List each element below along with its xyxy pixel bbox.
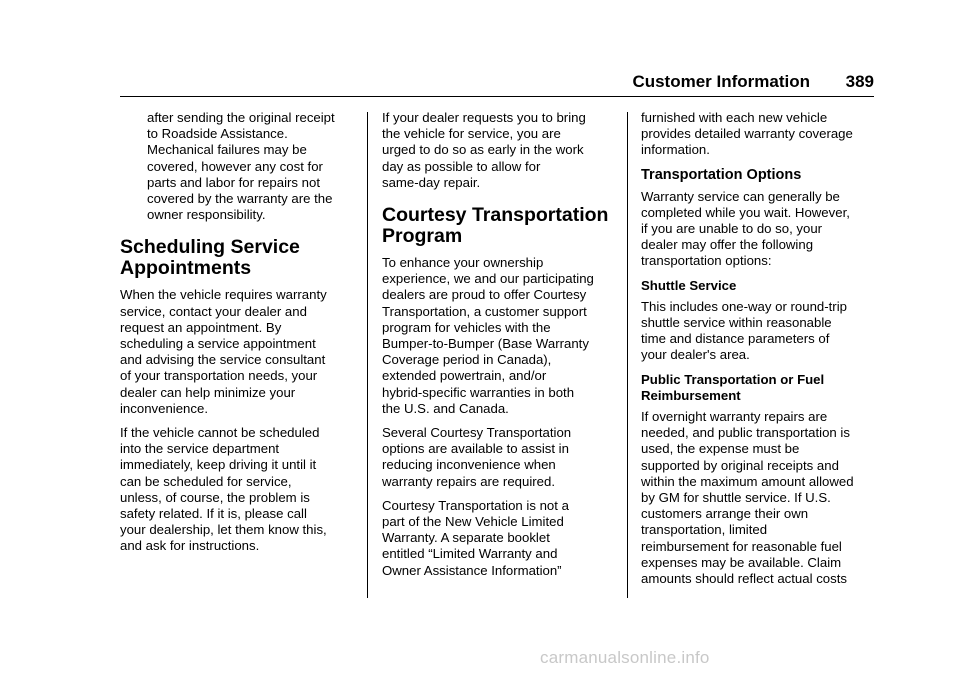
watermark: carmanualsonline.info <box>540 648 710 667</box>
paragraph: Several Courtesy Transportation options are available to assist in reducing inconvenience when warranty repairs are required. <box>382 425 572 489</box>
continued-paragraph: after sending the original receipt to Roadside Assistance. Mechanical failures may be covered, however any cost for parts and labor for repairs not covered by the warranty are the owner responsibility. <box>147 110 335 223</box>
column-divider <box>367 112 368 598</box>
paragraph: If your dealer requests you to bring the vehicle for service, you are urged to do so as early in the work day as possible to allow for same-day repair. <box>382 110 586 190</box>
paragraph: This includes one-way or round-trip shuttle service within reasonable time and distance parameters of your dealer's area. <box>641 298 847 363</box>
paragraph: If overnight warranty repairs are needed, and public transportation is used, the expense must be supported by original receipts and within the maximum amount allowed by GM for shuttle service. If U.S. customers arrange their own transportation, limited reimbursement for reasonable fuel expenses may be available. Claim amounts should reflect actual costs <box>641 409 854 587</box>
column-middle <box>382 110 617 587</box>
paragraph: If the vehicle cannot be scheduled into the service department immediately, keep driving it until it can be scheduled for service, unless, of course, the problem is safety related. If it is, please call your dealership, let them know this, and ask for instructions. <box>120 425 327 554</box>
column-right <box>641 110 881 595</box>
subheading-public-transportation: Public Transportation or Fuel Reimbursement <box>641 371 825 403</box>
paragraph: When the vehicle requires warranty service, contact your dealer and request an appointment. By scheduling a service appointment and advising the service consultant of your transportation needs, your dealer can help minimize your inconvenience. <box>120 287 327 416</box>
subheading-shuttle-service: Shuttle Service <box>641 277 737 293</box>
page-header <box>120 72 874 97</box>
heading-courtesy-transportation: Courtesy Transportation Program <box>382 204 609 248</box>
paragraph: Courtesy Transportation is not a part of the New Vehicle Limited Warranty. A separate booklet entitled “Limited Warranty and Owner Assistance Information” <box>382 497 569 578</box>
paragraph: Warranty service can generally be completed while you wait. However, if you are unable to do so, your dealer may offer the following transportation options: <box>641 188 850 269</box>
paragraph: To enhance your ownership experience, we and our participating dealers are proud to offer Courtesy Transportation, a customer support program for vehicles with the Bumper-to-Bumper (Base Warranty Coverage period in Canada), extended powertrain, and/or hybrid-specific warranties in both the U.S. and Canada. <box>382 255 594 416</box>
column-divider <box>627 112 628 598</box>
heading-scheduling-service: Scheduling Service Appointments <box>120 236 300 280</box>
page-number: 389 <box>845 72 874 91</box>
paragraph: furnished with each new vehicle provides detailed warranty coverage information. <box>641 110 853 158</box>
heading-transportation-options: Transportation Options <box>641 166 802 183</box>
section-title: Customer Information <box>632 72 810 91</box>
column-left <box>120 110 360 563</box>
